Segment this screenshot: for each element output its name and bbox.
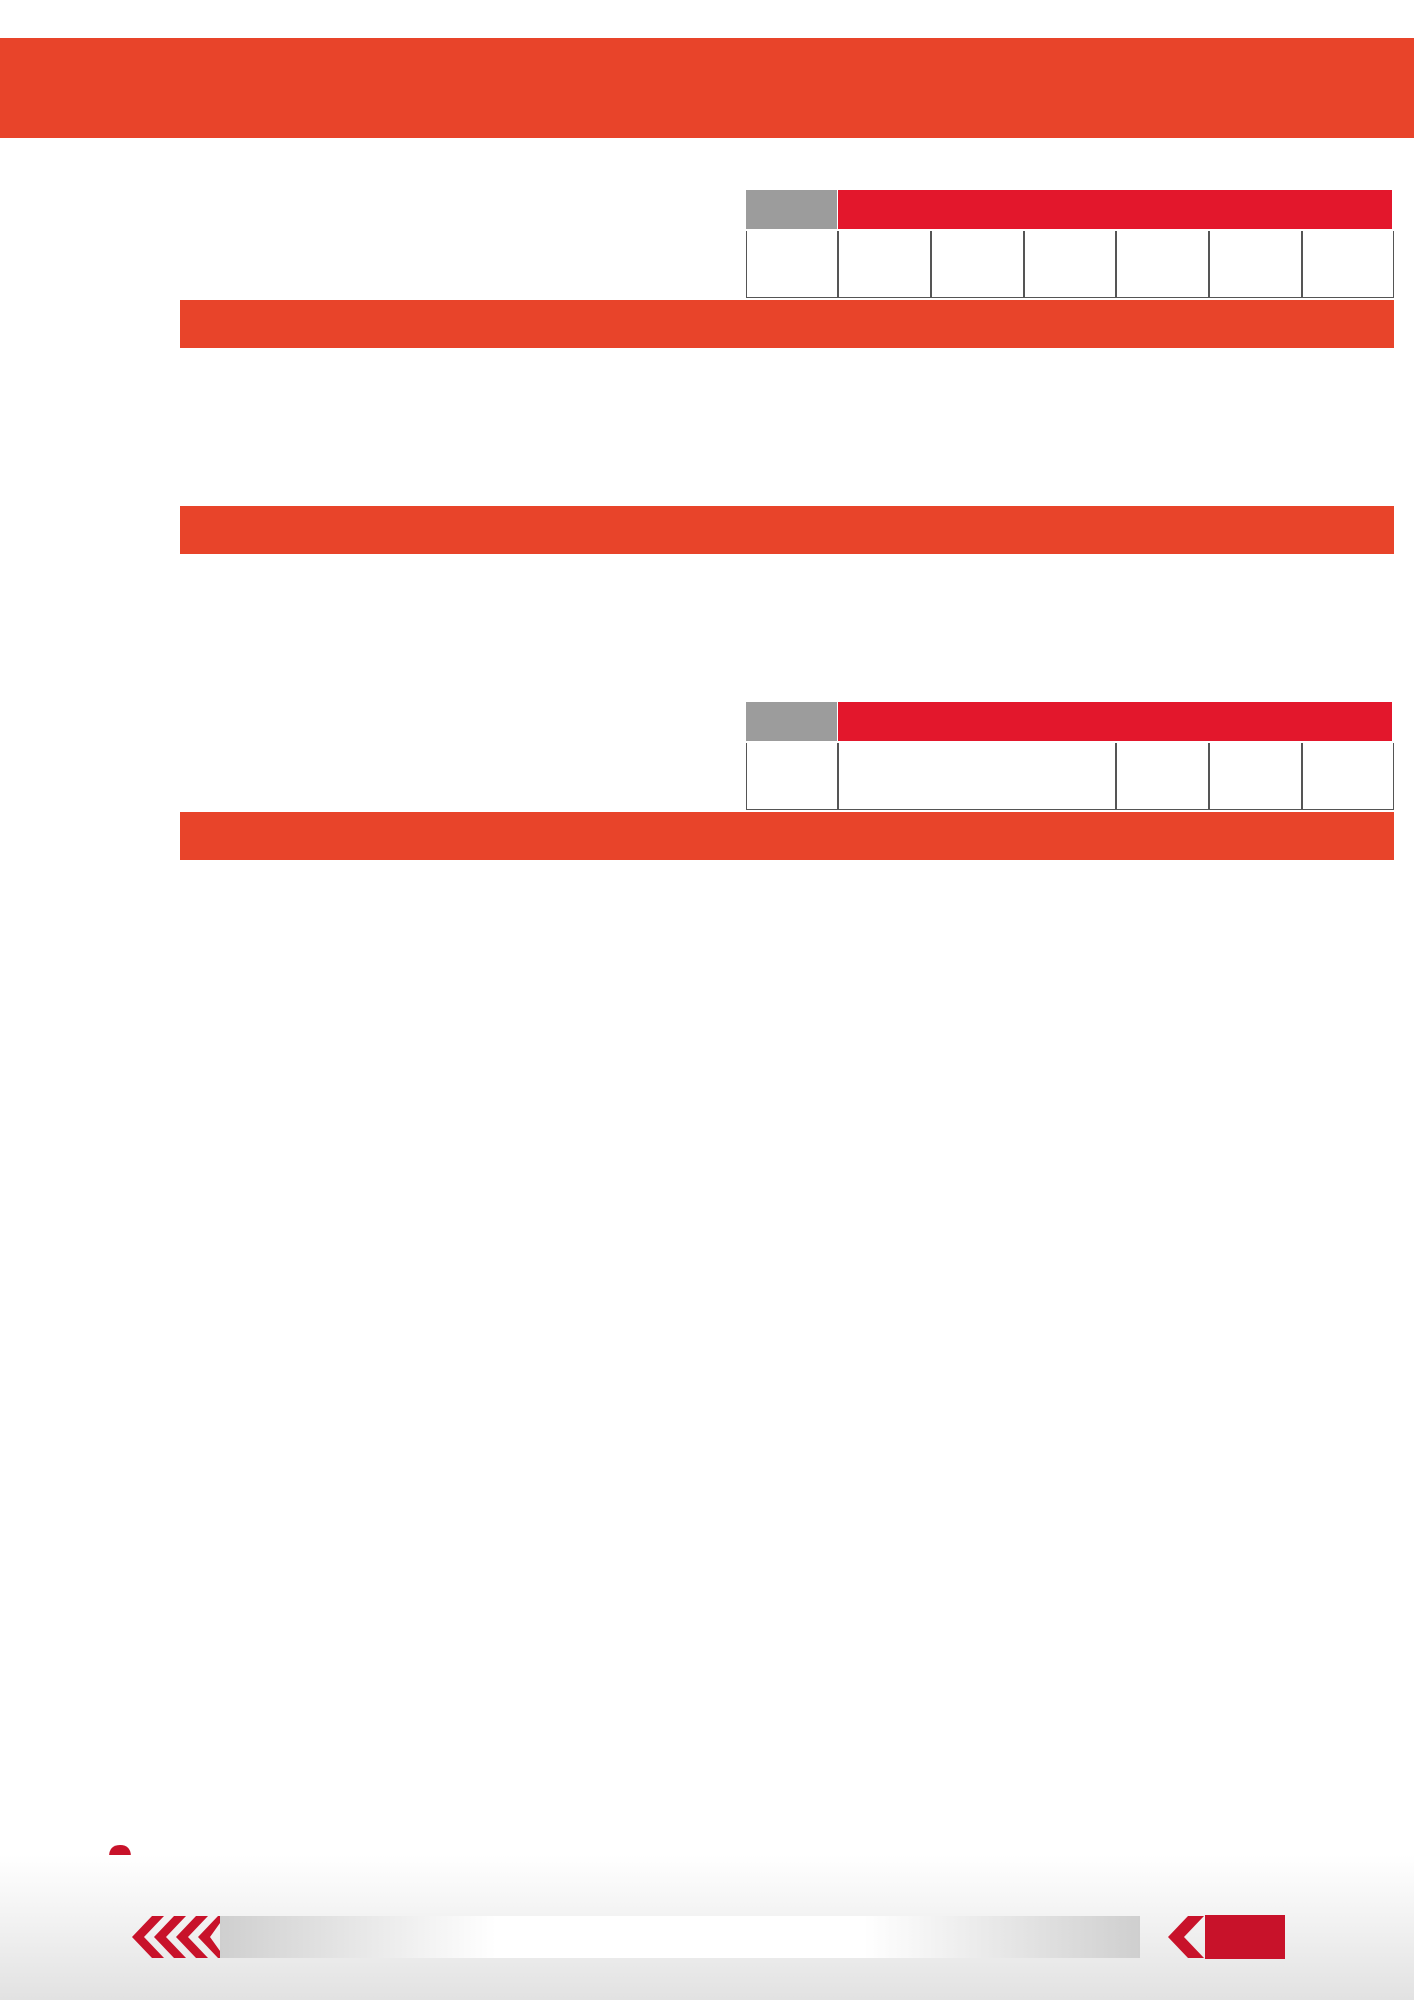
col-tarif-week-end: [931, 231, 1024, 298]
header-prix-ttc: [838, 190, 1392, 229]
col-tarif-mois: [1116, 743, 1209, 810]
header-prix-title: [838, 702, 1392, 703]
section-bases-vie: [180, 812, 1394, 860]
col-code-transport: [1209, 231, 1302, 298]
price-header-daily: [746, 190, 1394, 298]
title-banner: [0, 38, 1414, 138]
header-grey-block: [746, 702, 837, 741]
col-code-garantie: [1302, 231, 1394, 298]
col-facturation-mois: [838, 743, 1116, 810]
chevron-left-icon: [1168, 1916, 1204, 1958]
col-tarif-7-jours: [1116, 231, 1209, 298]
chevron-left-icon: [130, 1916, 225, 1958]
col-code-garantie: [1302, 743, 1394, 810]
col-tarif-2-6-jours: [1024, 231, 1116, 298]
col-tarif-mois-ht: [746, 743, 838, 810]
header-prix-ttc: [838, 702, 1392, 741]
section-securite: [180, 506, 1394, 554]
header-prix-title: [838, 190, 1392, 191]
section-stockage: [180, 300, 1394, 348]
footer-tarif-text: [300, 1916, 1060, 1958]
page-title: [0, 38, 1414, 138]
price-header-monthly: [746, 702, 1394, 810]
header-grey-block: [746, 190, 837, 229]
col-tarif-1-jour: [838, 231, 931, 298]
col-tarif-ht: [746, 231, 838, 298]
col-code-transport: [1209, 743, 1302, 810]
page-number: [1205, 1915, 1285, 1959]
